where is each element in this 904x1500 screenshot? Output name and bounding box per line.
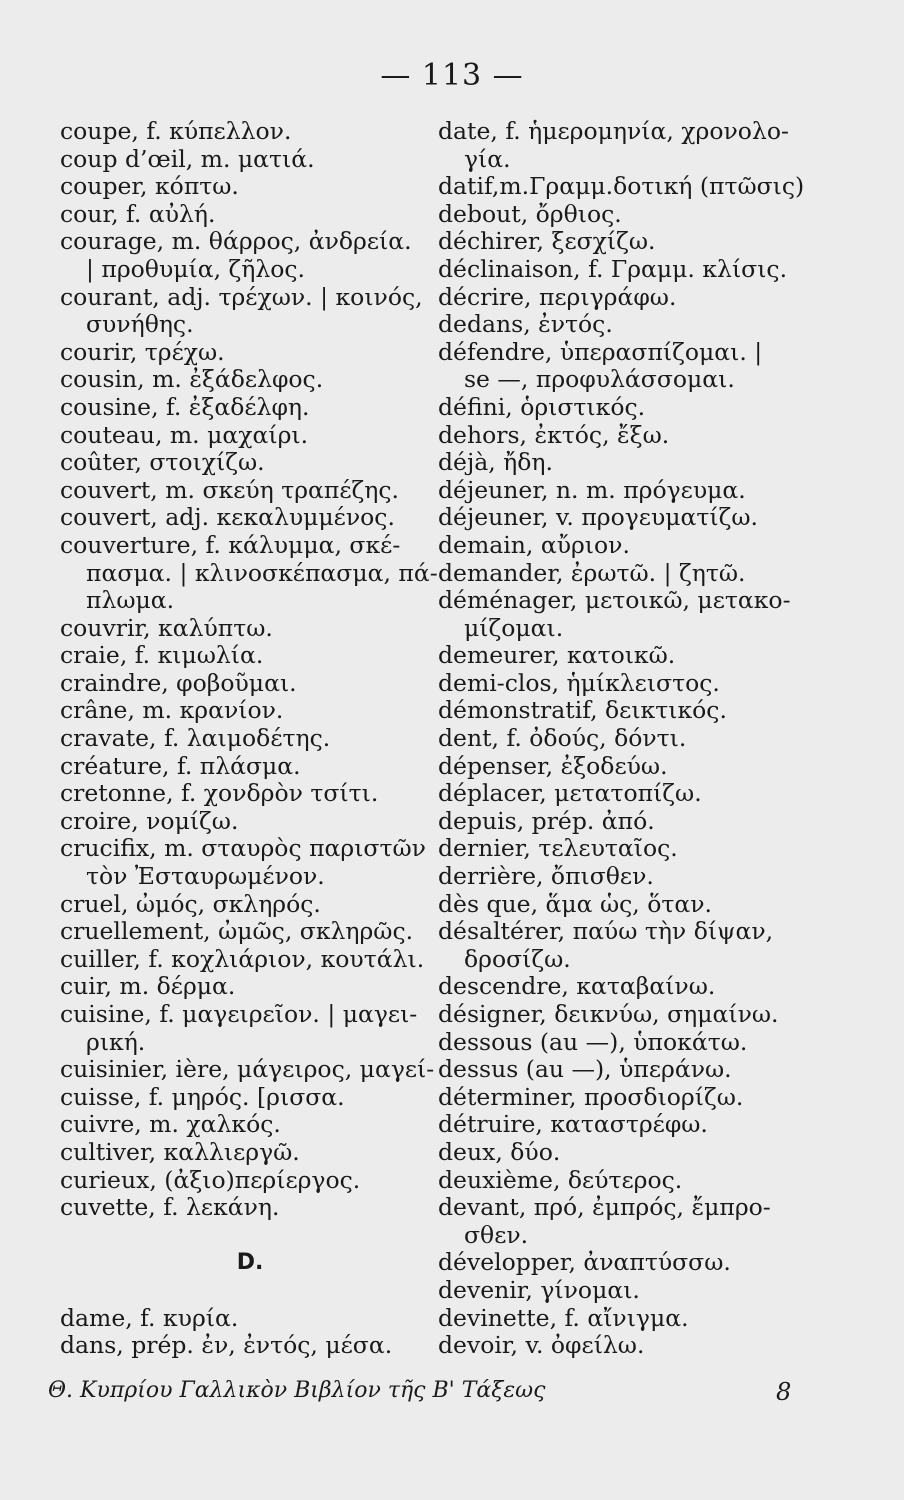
dictionary-entry-line: crâne, m. κρανίον.: [60, 696, 284, 725]
dictionary-entry-line: cuivre, m. χαλκός.: [60, 1110, 281, 1139]
dictionary-entry-line: déclinaison, f. Γραμμ. κλίσις.: [438, 254, 788, 283]
dictionary-entry-line: depuis, prép. ἀπό.: [438, 806, 655, 835]
left-column: [60, 118, 440, 1360]
dictionary-entry-line: devinette, f. αἴνιγμα.: [438, 1303, 689, 1332]
dictionary-entry-line: cuisinier, ière, μάγειρος, μαγεί-: [60, 1055, 435, 1084]
dictionary-entry-line: déchirer, ξεσχίζω.: [438, 227, 656, 256]
dictionary-entry-line: cuisine, f. μαγειρεῖον. | μαγει-: [60, 1000, 418, 1028]
dictionary-entry-line: couverture, f. κάλυμμα, σκέ-: [60, 530, 401, 559]
dictionary-entry-line: déjeuner, v. προγευματίζω.: [438, 503, 758, 532]
dictionary-entry-line: demander, ἐρωτῶ. | ζητῶ.: [438, 558, 746, 587]
dictionary-entry-line: dent, f. ὀδούς, δόντι.: [438, 724, 687, 753]
dictionary-entry-line: cretonne, f. χονδρὸν τσίτι.: [60, 779, 379, 808]
dictionary-entry-line: demain, αὔριον.: [438, 530, 630, 559]
dictionary-entry-line: défini, ὁριστικός.: [438, 392, 646, 421]
dictionary-entry-line: démonstratif, δεικτικός.: [438, 696, 727, 725]
dictionary-entry-line: δροσίζω.: [464, 944, 571, 973]
dictionary-entry-line: devenir, γίνομαι.: [438, 1275, 640, 1304]
dictionary-entry-line: décrire, περιγράφω.: [438, 282, 677, 311]
dictionary-entry-line: dedans, ἐντός.: [438, 310, 613, 339]
dictionary-entry-line: déjà, ἤδη.: [438, 448, 553, 477]
dictionary-entry-line: curieux, (ἀξιο)περίεργος.: [60, 1165, 361, 1194]
dictionary-entry-line: cultiver, καλλιεργῶ.: [60, 1137, 300, 1166]
dictionary-entry-line: couper, κόπτω.: [60, 172, 239, 201]
dictionary-entry-line: craie, f. κιμωλία.: [60, 641, 264, 670]
dictionary-entry-line: dès que, ἅμα ὡς, ὅταν.: [438, 889, 713, 918]
dictionary-entry-line: cousine, f. ἐξαδέλφη.: [60, 392, 310, 421]
dictionary-entry-line: couvert, adj. κεκαλυμμένος.: [60, 503, 395, 532]
dictionary-entry-line: couvert, m. σκεύη τραπέζης.: [60, 475, 399, 504]
dictionary-entry-line: déménager, μετοικῶ, μετακο-: [438, 586, 791, 615]
dictionary-entry-line: πασμα. | κλινοσκέπασμα, πά-: [86, 558, 438, 587]
dictionary-entry-line: croire, νομίζω.: [60, 806, 239, 835]
dictionary-entry-line: μίζομαι.: [464, 613, 564, 642]
dictionary-entry-line: craindre, φοβοῦμαι.: [60, 668, 297, 697]
dictionary-entry-line: demi-clos, ἡμίκλειστος.: [438, 668, 720, 697]
dictionary-entry-line: courir, τρέχω.: [60, 337, 225, 366]
dictionary-entry-line: derrière, ὄπισθεν.: [438, 862, 654, 891]
dictionary-entry-line: dans, prép. ἐν, ἐντός, μέσα.: [60, 1331, 393, 1360]
dictionary-entry-line: dessous (au —), ὑποκάτω.: [438, 1027, 748, 1056]
dictionary-entry-line: désaltérer, παύω τὴν δίψαν,: [438, 917, 774, 946]
footer-signature-mark: 8: [776, 1378, 792, 1406]
dictionary-entry-line: ρική.: [86, 1027, 146, 1056]
dictionary-entry-line: deuxième, δεύτερος.: [438, 1165, 683, 1194]
dictionary-entry-line: demeurer, κατοικῶ.: [438, 641, 676, 670]
dictionary-entry-line: désigner, δεικνύω, σημαίνω.: [438, 1000, 779, 1028]
dictionary-entry-line: créature, f. πλάσμα.: [60, 751, 301, 780]
right-column: [438, 118, 878, 1360]
dictionary-entry-line: cuvette, f. λεκάνη.: [60, 1193, 280, 1222]
dictionary-entry-line: dame, f. κυρία.: [60, 1303, 239, 1332]
dictionary-entry-line: cousin, m. ἐξάδελφος.: [60, 365, 324, 394]
dictionary-entry-line: cravate, f. λαιμοδέτης.: [60, 724, 331, 753]
footer-book-title: Θ. Κυπρίου Γαλλικὸν Βιβλίον τῆς Β' Τάξεως: [48, 1378, 546, 1403]
blank-line: [60, 1277, 440, 1305]
dictionary-entry-line: συνήθης.: [86, 310, 194, 339]
dictionary-entry-line: descendre, καταβαίνω.: [438, 972, 716, 1001]
dictionary-entry-line: πλωμα.: [86, 586, 175, 615]
dictionary-entry-line: courant, adj. τρέχων. | κοινός,: [60, 282, 423, 311]
dictionary-entry-line: deux, δύο.: [438, 1137, 561, 1166]
dictionary-entry-line: couvrir, καλύπτω.: [60, 613, 273, 642]
section-heading: D.: [236, 1250, 264, 1276]
dictionary-entry-line: détruire, καταστρέφω.: [438, 1110, 708, 1139]
dictionary-entry-line: datif,m.Γραμμ.δοτική (πτῶσις): [438, 172, 805, 201]
dictionary-entry-line: date, f. ἡμερομηνία, χρονολο-: [438, 117, 789, 145]
dictionary-entry-line: coupe, f. κύπελλον.: [60, 117, 292, 145]
dictionary-entry-line: dessus (au —), ὑπεράνω.: [438, 1055, 732, 1084]
dictionary-entry-line: développer, ἀναπτύσσω.: [438, 1248, 731, 1277]
dictionary-entry-line: déplacer, μετατοπίζω.: [438, 779, 702, 808]
dictionary-entry-line: se —, προφυλάσσομαι.: [464, 365, 735, 394]
dictionary-entry-line: cuisse, f. μηρός. [ρισσα.: [60, 1082, 345, 1111]
dictionary-entry-line: τὸν Ἐσταυρωμένον.: [86, 862, 325, 891]
dictionary-entry-line: coûter, στοιχίζω.: [60, 448, 265, 477]
blank-line: [60, 1222, 440, 1250]
dictionary-entry-line: debout, ὄρθιος.: [438, 199, 622, 228]
dictionary-entry-line: cuir, m. δέρμα.: [60, 972, 236, 1001]
dictionary-entry-line: crucifix, m. σταυρὸς παριστῶν: [60, 834, 426, 863]
dictionary-entry-line: défendre, ὑπερασπίζομαι. |: [438, 337, 763, 366]
dictionary-entry-line: déjeuner, n. m. πρόγευμα.: [438, 475, 746, 504]
dictionary-entry-line: | προθυμία, ζῆλος.: [86, 254, 306, 283]
dictionary-entry-line: σθεν.: [464, 1220, 529, 1249]
dictionary-entry-line: courage, m. θάρρος, ἀνδρεία.: [60, 227, 412, 256]
dictionary-entry-line: coup d’œil, m. ματιά.: [60, 144, 315, 173]
page-number: — 113 —: [380, 58, 524, 93]
dictionary-entry-line: dernier, τελευταῖος.: [438, 834, 678, 863]
dictionary-entry-line: déterminer, προσδιορίζω.: [438, 1082, 744, 1111]
dictionary-entry-line: couteau, m. μαχαίρι.: [60, 420, 309, 449]
dictionary-entry-line: devant, πρό, ἐμπρός, ἔμπρο-: [438, 1193, 771, 1222]
dictionary-entry-line: cruellement, ὠμῶς, σκληρῶς.: [60, 917, 414, 946]
dictionary-entry-line: dépenser, ἐξοδεύω.: [438, 751, 668, 780]
dictionary-entry-line: cour, f. αὐλή.: [60, 199, 216, 228]
dictionary-entry-line: γία.: [464, 144, 511, 173]
dictionary-entry-line: devoir, v. ὀφείλω.: [438, 1331, 645, 1360]
dictionary-entry-line: dehors, ἐκτός, ἔξω.: [438, 420, 670, 449]
dictionary-entry-line: cuiller, f. κοχλιάριον, κουτάλι.: [60, 944, 425, 973]
dictionary-entry-line: cruel, ὠμός, σκληρός.: [60, 889, 321, 918]
